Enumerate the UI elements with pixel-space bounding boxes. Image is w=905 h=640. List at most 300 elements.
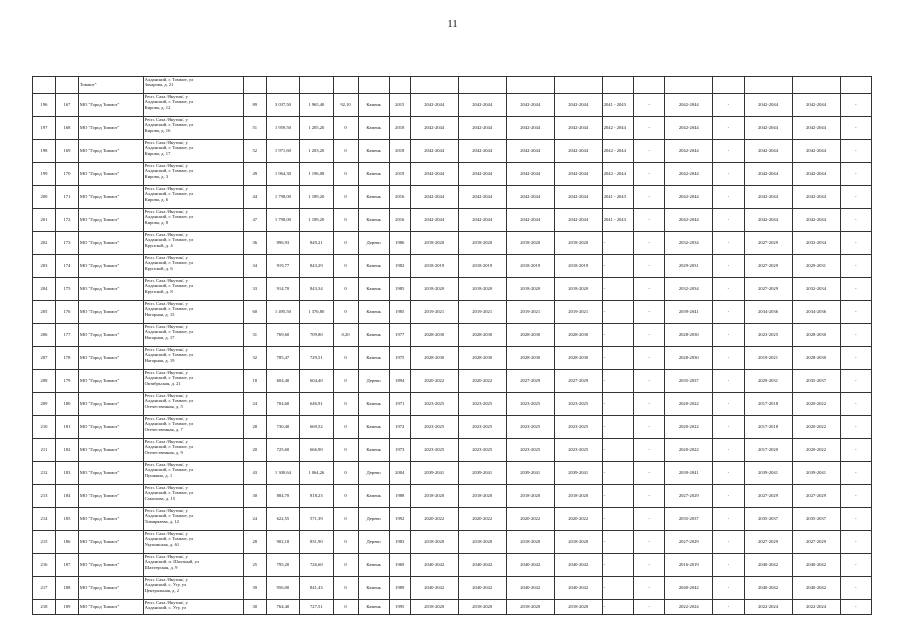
cell-p8: - <box>713 301 744 324</box>
cell-p10: 2042-2044 <box>792 94 840 117</box>
cell-p3: 2027-2029 <box>506 370 554 393</box>
cell-p7: 2040-2042 <box>665 577 713 600</box>
cell-area-a: 704,60 <box>266 393 299 416</box>
cell-p4: 2042-2044 <box>554 163 602 186</box>
cell-area-b: 727,51 <box>300 600 333 615</box>
cell-wear: 0 <box>333 278 358 301</box>
cell-p4: 2019-2021 <box>554 301 602 324</box>
cell-p4: 2042-2044 <box>554 209 602 232</box>
cell-area-total: 52 <box>243 140 266 163</box>
cell-p11 <box>840 77 871 94</box>
cell-wear <box>333 77 358 94</box>
cell-p3: 2023-2025 <box>506 393 554 416</box>
cell-p3: 2018-2020 <box>506 278 554 301</box>
cell-p3: 2042-2044 <box>506 209 554 232</box>
cell-wear: 0 <box>333 255 358 278</box>
cell-p2: 2023-2025 <box>458 416 506 439</box>
cell-material: Камень <box>358 600 389 615</box>
cell-wear: 0 <box>333 554 358 577</box>
cell-p4: 2028-2030 <box>554 324 602 347</box>
cell-area-a: 902,18 <box>266 531 299 554</box>
cell-p5: 2041 - 2043 <box>602 94 633 117</box>
cell-org: МО "Город Томмот" <box>78 508 143 531</box>
table-row <box>33 77 872 94</box>
cell-p10: 2042-2044 <box>792 209 840 232</box>
cell-p9: 2042-2044 <box>744 209 792 232</box>
cell-area-b: 843,29 <box>300 255 333 278</box>
capital-repair-table <box>32 76 872 615</box>
cell-p1: 2028-2030 <box>410 347 458 370</box>
cell-n: 211 <box>33 439 56 462</box>
cell-p9: 2027-2029 <box>744 232 792 255</box>
cell-p4: 2018-2020 <box>554 531 602 554</box>
cell-p5: - <box>602 577 633 600</box>
cell-org: МО "Город Томмот" <box>78 140 143 163</box>
cell-p3: 2040-2042 <box>506 554 554 577</box>
cell-p7: 2016-2019 <box>665 554 713 577</box>
cell-year: 1969 <box>389 554 410 577</box>
cell-p8: - <box>713 163 744 186</box>
cell-p1: 2023-2025 <box>410 416 458 439</box>
cell-p8: - <box>713 462 744 485</box>
cell-p8: - <box>713 278 744 301</box>
cell-wear: 0 <box>333 462 358 485</box>
cell-p5: 2042 - 2044 <box>602 117 633 140</box>
cell-address: Респ. Саха /Якутия/, у Алданский, г. Томмот, ул Кирова, д. 8 <box>143 209 243 232</box>
cell-year: 1975 <box>389 347 410 370</box>
cell-address: Респ. Саха /Якутия/, у Алданский, г. Томмот, ул Отечественная, д. 9 <box>143 439 243 462</box>
cell-p2: 2018-2020 <box>458 485 506 508</box>
cell-material: Камень <box>358 186 389 209</box>
cell-p8: - <box>713 117 744 140</box>
cell-address: Респ. Саха /Якутия/, у Алданский, г. Томмот, ул Кирова, д. 3 <box>143 163 243 186</box>
cell-p10: 2020-2022 <box>792 439 840 462</box>
cell-address: Респ. Саха /Якутия/, у Алданский, г. Томмот, ул Пушкина, д. 1 <box>143 462 243 485</box>
cell-p4: 2042-2044 <box>554 140 602 163</box>
cell-org: МО "Город Томмот" <box>78 439 143 462</box>
cell-p9: 2017-2018 <box>744 416 792 439</box>
table-row <box>33 416 872 439</box>
cell-p11: - <box>840 416 871 439</box>
cell-area-a: 604,40 <box>266 370 299 393</box>
cell-area-b: 849,21 <box>300 232 333 255</box>
cell-p8: - <box>713 209 744 232</box>
cell-material: Камень <box>358 301 389 324</box>
cell-p11: - <box>840 370 871 393</box>
cell-area-total: 51 <box>243 117 266 140</box>
cell-area-a: 1 798,00 <box>266 209 299 232</box>
cell-p7: 2039-2041 <box>665 462 713 485</box>
cell-p3: 2042-2044 <box>506 186 554 209</box>
cell-area-b: 669,52 <box>300 416 333 439</box>
cell-org: МО "Город Томмот" <box>78 531 143 554</box>
cell-p5: - <box>602 485 633 508</box>
cell-area-a: 1 495,50 <box>266 301 299 324</box>
cell-p1: 2018-2020 <box>410 485 458 508</box>
cell-p4: 2023-2025 <box>554 393 602 416</box>
cell-p11: - <box>840 600 871 615</box>
cell-p2: 2018-2020 <box>458 278 506 301</box>
cell-n: 207 <box>33 347 56 370</box>
cell-p4: 2020-2022 <box>554 508 602 531</box>
cell-area-a: 3 037,50 <box>266 94 299 117</box>
table-row <box>33 508 872 531</box>
cell-m: 176 <box>55 301 78 324</box>
cell-area-total: 49 <box>243 163 266 186</box>
cell-p5: - <box>602 554 633 577</box>
cell-area-total: 43 <box>243 462 266 485</box>
cell-m: 179 <box>55 370 78 393</box>
cell-p9: 2042-2044 <box>744 186 792 209</box>
cell-year: 1972 <box>389 416 410 439</box>
cell-p3: 2042-2044 <box>506 117 554 140</box>
cell-address: Респ. Саха /Якутия/, у Алданский, п. Шахтный, ул Шахтерская, д. 9 <box>143 554 243 577</box>
cell-m: 180 <box>55 393 78 416</box>
cell-p1: 2020-2022 <box>410 370 458 393</box>
cell-p8: - <box>713 439 744 462</box>
cell-area-total: 33 <box>243 278 266 301</box>
cell-org: МО "Город Томмот" <box>78 278 143 301</box>
cell-p7: 2035-2037 <box>665 370 713 393</box>
cell-p11: - <box>840 508 871 531</box>
cell-material: Камень <box>358 278 389 301</box>
cell-area-b: 709,80 <box>300 324 333 347</box>
cell-address: Респ. Саха /Якутия/, у Алданский, г. Томмот, ул Октябрьская, д. 21 <box>143 370 243 393</box>
cell-material: Камень <box>358 163 389 186</box>
cell-p7: 2035-2037 <box>665 508 713 531</box>
cell-p5: - <box>602 393 633 416</box>
cell-wear: 0 <box>333 301 358 324</box>
cell-p5: - <box>602 232 633 255</box>
cell-p6: - <box>633 278 664 301</box>
cell-area-b: 729,51 <box>300 347 333 370</box>
cell-p4: 2023-2025 <box>554 416 602 439</box>
cell-area-a: 725,60 <box>266 439 299 462</box>
cell-p9: 2039-2041 <box>744 462 792 485</box>
cell-p2: 2042-2044 <box>458 117 506 140</box>
cell-p6: - <box>633 485 664 508</box>
cell-p7: 2022-2024 <box>665 600 713 615</box>
cell-area-total: 24 <box>243 393 266 416</box>
cell-material: Дерево <box>358 508 389 531</box>
cell-p1: 2042-2044 <box>410 117 458 140</box>
cell-year: 1992 <box>389 508 410 531</box>
cell-p1: 2018-2020 <box>410 600 458 615</box>
cell-p1: 2028-2030 <box>410 324 458 347</box>
cell-m: 177 <box>55 324 78 347</box>
cell-org: МО "Город Томмот" <box>78 209 143 232</box>
cell-p3: 2019-2021 <box>506 301 554 324</box>
cell-p3: 2028-2030 <box>506 324 554 347</box>
table-row <box>33 255 872 278</box>
cell-p10: 2027-2029 <box>792 485 840 508</box>
cell-p7: 2032-2034 <box>665 232 713 255</box>
cell-p7: 2028-2030 <box>665 324 713 347</box>
cell-area-a: 795,20 <box>266 554 299 577</box>
cell-year <box>389 77 410 94</box>
cell-address: Респ. Саха /Якутия/, у Алданский, г. Томмот, ул Отечественная, д. 7 <box>143 416 243 439</box>
cell-area-a: 914,70 <box>266 278 299 301</box>
cell-p11: - <box>840 117 871 140</box>
cell-n: 204 <box>33 278 56 301</box>
cell-year: 1982 <box>389 255 410 278</box>
cell-org: МО "Город Томмот" <box>78 577 143 600</box>
cell-org: МО "Город Томмот" <box>78 186 143 209</box>
cell-p8: - <box>713 94 744 117</box>
cell-p3: 2042-2044 <box>506 94 554 117</box>
cell-p8: - <box>713 347 744 370</box>
cell-p6: - <box>633 140 664 163</box>
table-row <box>33 531 872 554</box>
cell-p9: 2042-2044 <box>744 163 792 186</box>
cell-p10: 2040-2042 <box>792 554 840 577</box>
cell-p11: - <box>840 554 871 577</box>
cell-p3: 2028-2030 <box>506 347 554 370</box>
cell-p2: 2018-2020 <box>458 531 506 554</box>
cell-p2: 2023-2025 <box>458 393 506 416</box>
cell-area-b <box>300 77 333 94</box>
cell-p11: - <box>840 324 871 347</box>
cell-area-total: 30 <box>243 600 266 615</box>
cell-p10: 2039-2041 <box>792 462 840 485</box>
cell-p4 <box>554 77 602 94</box>
cell-address: Респ. Саха /Якутия/, у Алданский, г. Томмот, ул Кирова, д. 12 <box>143 94 243 117</box>
cell-p5: - <box>602 370 633 393</box>
cell-p11: - <box>840 163 871 186</box>
table-row <box>33 485 872 508</box>
cell-n: 218 <box>33 600 56 615</box>
cell-p6: - <box>633 439 664 462</box>
cell-p9: 2042-2044 <box>744 140 792 163</box>
cell-m: 168 <box>55 117 78 140</box>
cell-year: 2018 <box>389 117 410 140</box>
cell-p2: 2018-2019 <box>458 255 506 278</box>
cell-p1: 2020-2022 <box>410 508 458 531</box>
cell-org: МО "Город Томмот" <box>78 462 143 485</box>
cell-p3: 2018-2020 <box>506 485 554 508</box>
cell-org: МО "Город Томмот" <box>78 301 143 324</box>
cell-area-b: 571,39 <box>300 508 333 531</box>
cell-p2 <box>458 77 506 94</box>
cell-material <box>358 77 389 94</box>
cell-address: Респ. Саха /Якутия/, у Алданский, с. Угу, ул <box>143 600 243 615</box>
cell-p9: 2023-2025 <box>744 324 792 347</box>
cell-p8: - <box>713 370 744 393</box>
cell-p7: 2042-2044 <box>665 117 713 140</box>
cell-p5: - <box>602 600 633 615</box>
table-row <box>33 324 872 347</box>
cell-material: Камень <box>358 324 389 347</box>
cell-p1: 2042-2044 <box>410 94 458 117</box>
cell-p4: 2039-2041 <box>554 462 602 485</box>
cell-area-b: 1 376,80 <box>300 301 333 324</box>
cell-p9: 2019-2021 <box>744 347 792 370</box>
cell-p6 <box>633 77 664 94</box>
cell-p7: 2042-2044 <box>665 140 713 163</box>
cell-area-total: 24 <box>243 508 266 531</box>
cell-p9: 2035-2037 <box>744 508 792 531</box>
cell-area-total: 25 <box>243 554 266 577</box>
cell-area-b: 1 965,40 <box>300 94 333 117</box>
cell-material: Камень <box>358 117 389 140</box>
cell-p2: 2018-2020 <box>458 232 506 255</box>
cell-n: 217 <box>33 577 56 600</box>
cell-p1: 2018-2020 <box>410 531 458 554</box>
cell-p7: 2027-2029 <box>665 531 713 554</box>
cell-area-total: 32 <box>243 347 266 370</box>
cell-p11: - <box>840 301 871 324</box>
cell-p7: 2028-2030 <box>665 347 713 370</box>
cell-area-b: 1 064,26 <box>300 462 333 485</box>
cell-p4: 2028-2030 <box>554 347 602 370</box>
cell-material: Дерево <box>358 462 389 485</box>
cell-org: МО "Город Томмот" <box>78 324 143 347</box>
cell-p8 <box>713 77 744 94</box>
table-row <box>33 301 872 324</box>
cell-area-total: 28 <box>243 531 266 554</box>
cell-material: Камень <box>358 347 389 370</box>
cell-year: 1971 <box>389 393 410 416</box>
cell-p1: 2018-2020 <box>410 278 458 301</box>
cell-address: Респ. Саха /Якутия/, у Алданский, г. Томмот, ул Нагорная, д. 19 <box>143 347 243 370</box>
cell-p1 <box>410 77 458 94</box>
cell-area-b: 1 189,20 <box>300 209 333 232</box>
cell-p2: 2040-2042 <box>458 577 506 600</box>
cell-area-total: 44 <box>243 186 266 209</box>
cell-p5: 2041 - 2043 <box>602 186 633 209</box>
cell-p8: - <box>713 416 744 439</box>
cell-p10: 2027-2029 <box>792 531 840 554</box>
cell-p3: 2042-2044 <box>506 163 554 186</box>
cell-p4: 2018-2020 <box>554 232 602 255</box>
cell-area-a: 919,77 <box>266 255 299 278</box>
cell-p9: 2022-2024 <box>744 600 792 615</box>
cell-p8: - <box>713 554 744 577</box>
cell-area-a: 764,40 <box>266 600 299 615</box>
cell-year: 1988 <box>389 485 410 508</box>
cell-p2: 2020-2022 <box>458 508 506 531</box>
cell-p7: 2020-2022 <box>665 416 713 439</box>
table-row <box>33 347 872 370</box>
cell-n: 199 <box>33 163 56 186</box>
cell-p1: 2042-2044 <box>410 140 458 163</box>
cell-m: 175 <box>55 278 78 301</box>
cell-p10: 2042-2044 <box>792 140 840 163</box>
cell-wear: 92,10 <box>333 94 358 117</box>
cell-address: Респ. Саха /Якутия/, у Алданский, г. Томмот, ул Самолова, д. 15 <box>143 485 243 508</box>
cell-material: Камень <box>358 393 389 416</box>
cell-address: Респ. Саха /Якутия/, у Алданский, г. Томмот, ул Крупской, д. 8 <box>143 278 243 301</box>
cell-material: Дерево <box>358 370 389 393</box>
cell-wear: 0,20 <box>333 324 358 347</box>
cell-p7 <box>665 77 713 94</box>
cell-p3: 2042-2044 <box>506 140 554 163</box>
table-row <box>33 278 872 301</box>
cell-p10: 2035-2037 <box>792 508 840 531</box>
cell-p5: - <box>602 416 633 439</box>
table-row <box>33 462 872 485</box>
cell-p3: 2018-2020 <box>506 531 554 554</box>
cell-address: Респ. Саха /Якутия/, у Алданский, г. Томмот, ул Отечественная, д. 5 <box>143 393 243 416</box>
cell-p8: - <box>713 186 744 209</box>
cell-m: 169 <box>55 140 78 163</box>
cell-p5: - <box>602 508 633 531</box>
cell-wear: 0 <box>333 347 358 370</box>
cell-area-a: 730,40 <box>266 416 299 439</box>
cell-address: Респ. Саха /Якутия/, у Алданский, г. Томмот, ул Кирова, д. 17 <box>143 140 243 163</box>
cell-area-total: 89 <box>243 94 266 117</box>
cell-year: 2016 <box>389 209 410 232</box>
cell-m: 172 <box>55 209 78 232</box>
cell-year: 2019 <box>389 163 410 186</box>
cell-p4: 2023-2025 <box>554 439 602 462</box>
cell-year: 2016 <box>389 186 410 209</box>
cell-org: МО "Город Томмот" <box>78 554 143 577</box>
cell-n: 205 <box>33 301 56 324</box>
cell-org: МО "Город Томмот" <box>78 485 143 508</box>
cell-area-a: 769,60 <box>266 324 299 347</box>
cell-org: МО "Город Томмот" <box>78 347 143 370</box>
cell-p7: 2042-2044 <box>665 94 713 117</box>
cell-p6: - <box>633 347 664 370</box>
cell-p4: 2018-2019 <box>554 255 602 278</box>
cell-p4: 2042-2044 <box>554 117 602 140</box>
cell-p6: - <box>633 301 664 324</box>
cell-area-total: 30 <box>243 485 266 508</box>
cell-org: МО "Город Томмот" <box>78 232 143 255</box>
cell-p1: 2042-2044 <box>410 163 458 186</box>
cell-n: 197 <box>33 117 56 140</box>
cell-material: Камень <box>358 416 389 439</box>
cell-p2: 2020-2022 <box>458 370 506 393</box>
cell-p11: - <box>840 232 871 255</box>
cell-area-a: 956,00 <box>266 577 299 600</box>
cell-m: 187 <box>55 554 78 577</box>
cell-area-total: 60 <box>243 301 266 324</box>
cell-p3: 2018-2020 <box>506 232 554 255</box>
cell-area-a: 785,47 <box>266 347 299 370</box>
page-number: 11 <box>447 18 458 30</box>
cell-area-b: 666,90 <box>300 439 333 462</box>
cell-p10: 2029-2031 <box>792 255 840 278</box>
table-row <box>33 232 872 255</box>
cell-p2: 2019-2021 <box>458 301 506 324</box>
cell-n: 210 <box>33 416 56 439</box>
cell-p2: 2042-2044 <box>458 186 506 209</box>
cell-material: Камень <box>358 140 389 163</box>
cell-address: Респ. Саха /Якутия/, у Алданский, г. Томмот, ул Кирова, д. 6 <box>143 186 243 209</box>
cell-material: Камень <box>358 209 389 232</box>
cell-m: 188 <box>55 577 78 600</box>
cell-p2: 2042-2044 <box>458 163 506 186</box>
cell-org: МО "Город Томмот" <box>78 370 143 393</box>
cell-area-a: 896,93 <box>266 232 299 255</box>
cell-address: Респ. Саха /Якутия/, у Алданский, г. Томмот, ул Нагорная, д. 15 <box>143 301 243 324</box>
cell-p4: 2042-2044 <box>554 186 602 209</box>
cell-area-total: 36 <box>243 232 266 255</box>
cell-p9: 2027-2029 <box>744 485 792 508</box>
cell-org: МО "Город Томмот" <box>78 94 143 117</box>
cell-area-b: 604,40 <box>300 370 333 393</box>
cell-year: 1986 <box>389 232 410 255</box>
cell-m: 167 <box>55 94 78 117</box>
cell-p6: - <box>633 163 664 186</box>
table-row <box>33 186 872 209</box>
cell-area-total: 18 <box>243 370 266 393</box>
cell-p3: 2040-2042 <box>506 577 554 600</box>
cell-area-total <box>243 77 266 94</box>
cell-year: 2018 <box>389 140 410 163</box>
